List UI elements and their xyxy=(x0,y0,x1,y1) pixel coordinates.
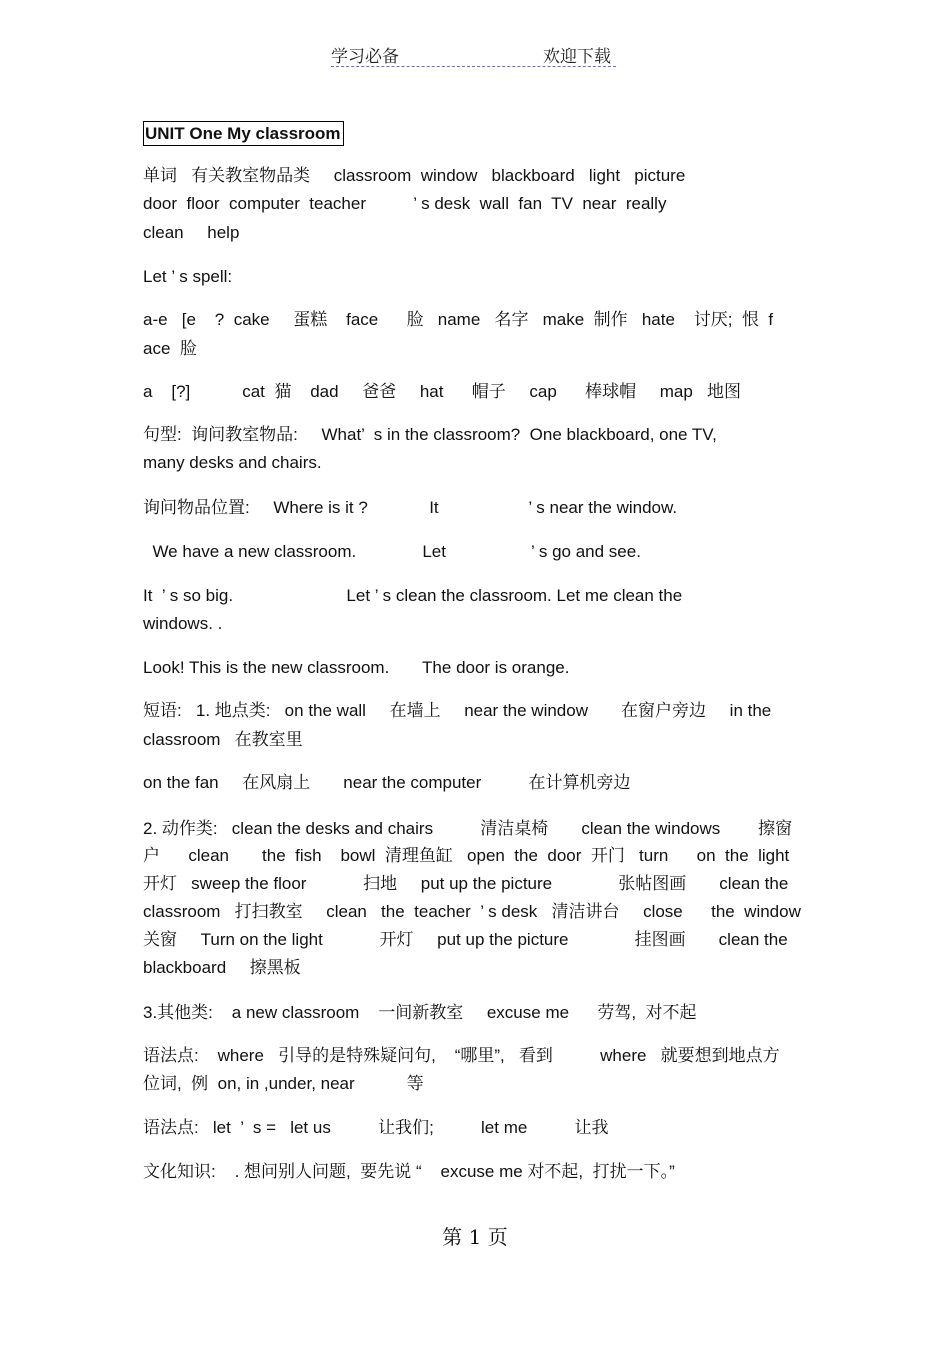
action-line-1: 2. 动作类: clean the desks and chairs 清洁桌椅 clean the windows 擦窗 xyxy=(143,819,793,838)
header-right-text: 欢迎下载 xyxy=(543,47,611,67)
spell-heading: Let ’ s spell: xyxy=(143,267,233,286)
phrase-line-3: on the fan 在风扇上 near the computer 在计算机旁边 xyxy=(143,773,631,792)
vocab-line-3: clean help xyxy=(143,223,240,242)
sentence-line-3: 询问物品位置: Where is it ? It ’ s near the window. xyxy=(143,498,678,517)
phrase-line-1: 短语: 1. 地点类: on the wall 在墙上 near the window 在窗户旁边 in the xyxy=(143,701,772,720)
sentence-line-1: 句型: 询问教室物品: What’ s in the classroom? One blackboard, one TV, xyxy=(143,425,717,444)
grammar-line-1: 语法点: where 引导的是特殊疑问句, “哪里”, 看到 where 就要想到地点方 xyxy=(143,1046,780,1065)
action-line-6: blackboard 擦黑板 xyxy=(143,958,301,977)
action-line-4: classroom 打扫教室 clean the teacher ’ s desk 清洁讲台 close the window xyxy=(143,902,801,921)
other-line: 3.其他类: a new classroom 一间新教室 excuse me 劳驾, 对不起 xyxy=(143,1003,697,1022)
sentence-line-5: It ’ s so big. Let ’ s clean the classroom. Let me clean the xyxy=(143,586,683,605)
action-line-2: 户 clean the fish bowl 清理鱼缸 open the door 开门 turn on the light xyxy=(143,846,790,865)
vocab-line-2: door floor computer teacher ’ s desk wall fan TV near really xyxy=(143,194,667,213)
grammar-line-2: 位词, 例 on, in ,under, near 等 xyxy=(143,1074,424,1093)
sentence-line-2: many desks and chairs. xyxy=(143,453,322,472)
culture-line: 文化知识: . 想问别人问题, 要先说 “ excuse me 对不起, 打扰一下。” xyxy=(143,1162,675,1181)
sentence-line-6: windows. . xyxy=(143,614,223,633)
spell-line-3: a [?] cat 猫 dad 爸爸 hat 帽子 cap 棒球帽 map 地图 xyxy=(143,382,742,401)
unit-title: UNIT One My classroom xyxy=(143,121,344,146)
action-line-3: 开灯 sweep the floor 扫地 put up the picture 张帖图画 clean the xyxy=(143,874,789,893)
page-number: 第 1 页 xyxy=(442,1225,508,1249)
spell-line-1: a-e [e ? cake 蛋糕 face 脸 name 名字 make 制作 hate 讨厌; 恨 f xyxy=(143,310,774,329)
page-header xyxy=(331,42,616,67)
phrase-line-2: classroom 在教室里 xyxy=(143,730,303,749)
vocab-line-1: 单词 有关教室物品类 classroom window blackboard light picture xyxy=(143,166,686,185)
grammar-line-3: 语法点: let ’ s = let us 让我们; let me 让我 xyxy=(143,1118,609,1137)
header-left-text: 学习必备 xyxy=(331,47,399,67)
sentence-line-7: Look! This is the new classroom. The door is orange. xyxy=(143,658,570,677)
spell-line-2: ace 脸 xyxy=(143,339,197,358)
sentence-line-4: We have a new classroom. Let ’ s go and see. xyxy=(143,542,641,561)
action-line-5: 关窗 Turn on the light 开灯 put up the picture 挂图画 clean the xyxy=(143,930,788,949)
